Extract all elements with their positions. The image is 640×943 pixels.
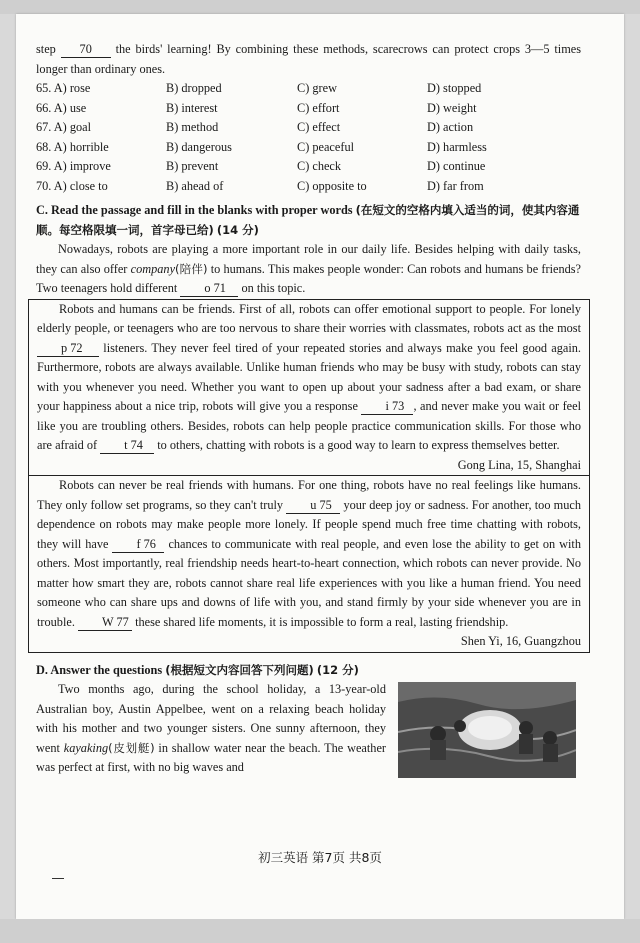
choice-option	[297, 157, 427, 177]
blank-71: o 71	[180, 281, 238, 297]
section-c-heading-zh: (在短文的空格内填入适当的词，使其内容通顺。每空格限填一词，首字母已给)	[36, 203, 580, 237]
intro-suffix: the birds' learning! By combining these methods, scarecrows can protect crops 3—5 times longer than ordinary ones.	[36, 42, 582, 76]
d-zh-gloss: (皮划艇)	[108, 740, 155, 755]
kayak-photo-illustration	[398, 682, 576, 778]
page-content	[36, 40, 581, 778]
choice-option	[166, 157, 297, 177]
box1-text-3: , and never make you wait or feel like you are troubling others. Besides, robots can help people practice communication skills. For those who are afraid of	[37, 399, 582, 452]
option-b: B) dropped	[166, 81, 222, 95]
option-d: D) action	[427, 120, 474, 134]
section-d-title	[36, 661, 581, 681]
signature-shen-yi: Shen Yi, 16, Guangzhou	[460, 634, 581, 648]
d-text-2: in shallow water near the beach. The weather was perfect at first, with no big waves and	[36, 740, 386, 774]
question-number: 65.	[36, 81, 52, 95]
option-a: A) use	[53, 100, 87, 115]
option-c: C) effect	[297, 120, 341, 134]
section-d-paragraph	[36, 680, 386, 778]
choice-option	[166, 99, 297, 119]
option-b: B) dangerous	[166, 139, 232, 154]
box2-text-3: chances to communicate with real people, and even lose the ability to get on with others. Most importantly, real friendship needs heart-to-heart connection, which robots can never provide. No matter how smart they are, robots cannot share real life experiences with you like a human friend. You need someone who can share ups and downs of life with you, and stand firmly by your side whenever you are in trouble.	[37, 536, 581, 629]
option-c: C) grew	[297, 81, 337, 95]
choice-option	[36, 79, 166, 99]
box2-text-2: your deep joy or sadness. For another, too much dependence on robots may make people more lonely. If people spend much free time chatting with robots, they will have	[37, 497, 581, 551]
choice-row	[36, 138, 581, 158]
choice-option	[427, 99, 581, 119]
option-a: A) close to	[53, 178, 108, 193]
page-footer: 初三英语 第7页 共8页	[258, 850, 382, 865]
choice-option	[36, 177, 166, 197]
option-c: C) check	[297, 159, 342, 173]
choice-row	[36, 79, 581, 99]
intro-text-2: to humans. This makes people wonder: Can robots and humans be friends? Two teenagers hold different	[36, 261, 582, 295]
blank-74: t 74	[100, 438, 154, 454]
intro-text-3: on this topic.	[241, 281, 306, 295]
choice-row	[36, 177, 581, 197]
section-c-heading: C. Read the passage and fill in the blanks with proper words	[36, 203, 353, 217]
choice-option	[166, 138, 297, 158]
choice-option	[36, 138, 166, 158]
d-italic-word: kayaking	[63, 740, 109, 755]
choice-option	[36, 118, 166, 138]
section-c-score: (14 分)	[216, 222, 259, 237]
option-d: D) stopped	[427, 81, 482, 95]
option-a: A) rose	[53, 81, 91, 95]
section-d-score: (12 分)	[316, 662, 359, 677]
blank-73: i 73	[361, 399, 413, 415]
margin-mark	[52, 878, 64, 879]
option-d: D) harmless	[427, 139, 487, 154]
section-d-heading: D. Answer the questions	[36, 662, 163, 677]
blank-76: f 76	[112, 537, 164, 553]
option-d: D) continue	[427, 159, 486, 173]
scan-bottom-edge	[0, 919, 640, 943]
blank-77: W 77	[78, 615, 132, 631]
kayak-photo	[398, 682, 576, 778]
choice-option	[427, 118, 581, 138]
choice-option	[297, 138, 427, 158]
choice-option	[36, 157, 166, 177]
choice-option	[427, 157, 581, 177]
opinion-box-shen-yi	[28, 476, 590, 653]
section-c-intro	[36, 240, 581, 299]
option-b: B) prevent	[166, 159, 219, 173]
option-c: C) effort	[297, 100, 340, 115]
box1-text-2: listeners. They never feel tired of your repeated stories and always make you feel good again. Furthermore, robots are always available. Unlike human friends who may be busy with study, robots can stay with you whenever you need. Whether you want to open up about your sadness after a bad exam, or share your happiness about a nice trip, robots will give you a response	[37, 340, 581, 413]
intro-text-1: Nowadays, robots are playing a more important role in our daily life. Besides helping with daily tasks, they can also offer	[36, 242, 581, 276]
section-c-title	[36, 201, 581, 240]
d-text-1: Two months ago, during the school holiday, a 13-year-old Australian boy, Austin Appelbee, went on a relaxing beach holiday with his mother and two younger sisters. One sunny afternoon, they went	[36, 682, 386, 755]
option-d: D) weight	[427, 100, 477, 115]
option-a: A) horrible	[53, 139, 109, 154]
question-number: 69.	[36, 159, 52, 173]
choice-option	[36, 99, 166, 119]
opinion-paragraph-1	[37, 300, 581, 456]
opinion-box-gong-lina	[28, 299, 590, 477]
choice-row	[36, 118, 581, 138]
choice-option	[427, 138, 581, 158]
choice-option	[297, 99, 427, 119]
option-d: D) far from	[427, 178, 484, 193]
section-d-heading-zh: (根据短文内容回答下列问题)	[165, 662, 314, 677]
choice-option	[166, 118, 297, 138]
section-d-body	[36, 680, 581, 778]
question-number: 70.	[36, 178, 52, 193]
option-a: A) improve	[53, 159, 111, 173]
option-a: A) goal	[53, 120, 92, 134]
option-b: B) ahead of	[166, 178, 224, 193]
option-b: B) method	[166, 120, 219, 134]
question-number: 67.	[36, 120, 52, 134]
box1-text-1: Robots and humans can be friends. First of all, robots can offer emotional support to people. For lonely elderly people, or teenagers who are too nervous to share their worries with classmates, robots act as the most	[37, 301, 581, 335]
intro-italic-word: company	[130, 261, 176, 276]
choice-option	[427, 177, 581, 197]
choice-option	[166, 79, 297, 99]
signature-gong-lina: Gong Lina, 15, Shanghai	[457, 457, 581, 472]
option-c: C) peaceful	[297, 139, 355, 154]
question-number: 68.	[36, 139, 52, 154]
scan-top-edge	[0, 0, 640, 14]
box2-text-4: these shared life moments, it is impossible to form a real, lasting friendship.	[135, 614, 509, 629]
choice-option	[297, 79, 427, 99]
box1-text-4: to others, chatting with robots is a good way to learn to express themselves better.	[157, 438, 560, 452]
choice-option	[297, 177, 427, 197]
choice-option	[166, 177, 297, 197]
option-c: C) opposite to	[297, 178, 367, 193]
intro-paragraph	[36, 40, 581, 79]
option-b: B) interest	[166, 100, 218, 115]
choice-row	[36, 157, 581, 177]
blank-70: 70	[61, 42, 111, 58]
choice-option	[427, 79, 581, 99]
multiple-choice-list	[36, 79, 581, 196]
opinion-paragraph-2	[37, 476, 581, 632]
choice-option	[297, 118, 427, 138]
blank-75: u 75	[286, 498, 340, 514]
intro-prefix: step	[36, 42, 56, 56]
blank-72: p 72	[37, 341, 99, 357]
question-number: 66.	[36, 100, 52, 115]
box2-text-1: Robots can never be real friends with humans. For one thing, robots have no real feelings like humans. They only follow set programs, so they can't truly	[37, 478, 581, 512]
choice-row	[36, 99, 581, 119]
intro-zh-gloss: (陪伴)	[175, 261, 208, 276]
